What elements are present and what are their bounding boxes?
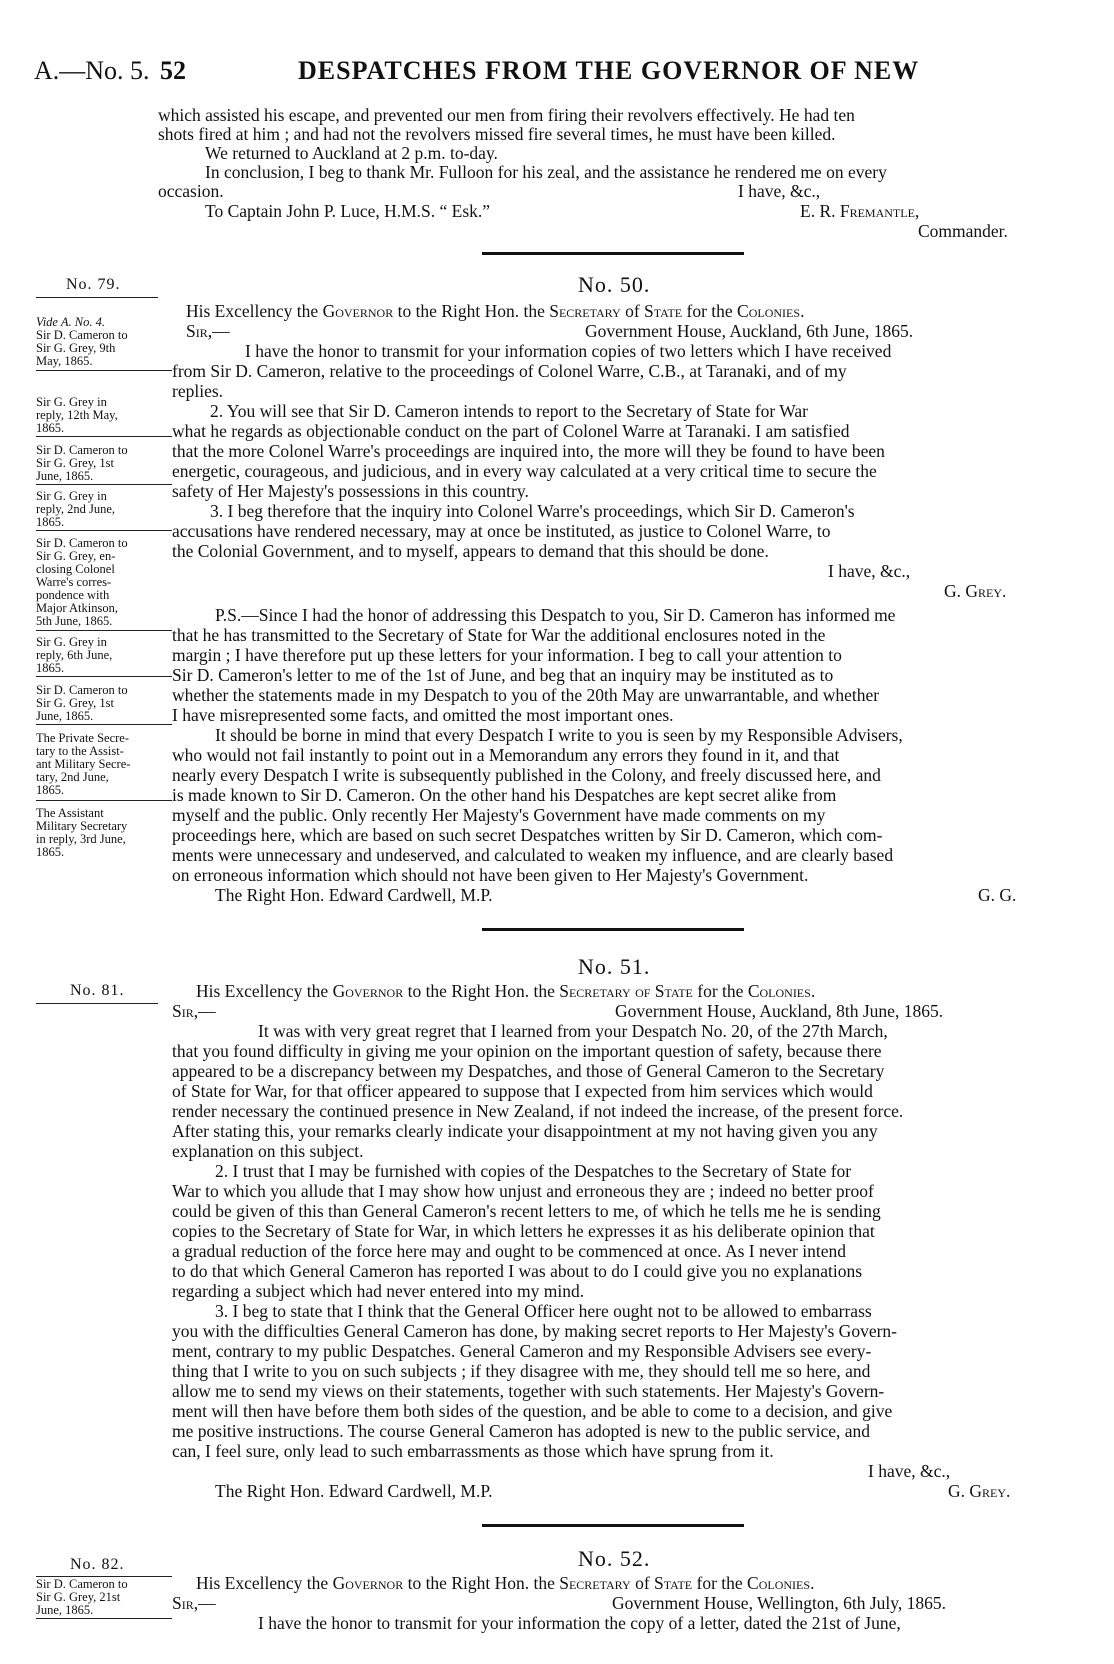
intro-line: shots fired at him ; and had not the revolvers missed fire several times, he must have been killed.: [158, 124, 836, 144]
margin-note: [36, 684, 128, 723]
body-line: thing that I write to you on such subjects ; if they disagree with me, they should tell me so here, and: [172, 1361, 871, 1381]
margin-note-line: Sir D. Cameron to: [36, 1577, 128, 1591]
margin-note-line: Sir G. Grey, 1st: [36, 696, 115, 710]
ps-line: who would not fail instantly to point out in a Memorandum any errors they found in it, and that: [172, 745, 840, 765]
body-line: War to which you allude that I may show how unjust and erroneous they are ; indeed no better proof: [172, 1181, 874, 1201]
margin-note-line: tary to the Assist-: [36, 744, 124, 758]
intro-line: We returned to Auckland at 2 p.m. to-day.: [205, 143, 498, 163]
body-line: 2. I trust that I may be furnished with copies of the Despatches to the Secretary of State for: [215, 1161, 852, 1181]
ps-line: on erroneous information which should not have been given to Her Majesty's Government.: [172, 865, 809, 885]
body-line: 3. I beg to state that I think that the General Officer here ought not to be allowed to embarrass: [215, 1301, 872, 1321]
margin-note: [36, 490, 115, 529]
body-line: that the more Colonel Warre's proceedings are inquired into, the more will they be found to have been: [172, 441, 885, 461]
ps-line: Sir D. Cameron's letter to me of the 1st of June, and beg that an inquiry may be instituted as to: [172, 665, 834, 685]
signature: G. Grey.: [944, 581, 1007, 601]
margin-note-line: 1865.: [36, 845, 65, 859]
body-line: 2. You will see that Sir D. Cameron intends to report to the Secretary of State for War: [210, 401, 809, 421]
margin-note-line: 1865.: [36, 783, 65, 797]
addressee: The Right Hon. Edward Cardwell, M.P.: [215, 885, 493, 905]
ps-line: margin ; I have therefore put up these letters for your information. I beg to call your attention to: [172, 645, 842, 665]
salutation: Sir,—: [172, 1593, 216, 1613]
margin-note-line: The Assistant: [36, 806, 104, 820]
margin-note-line: reply, 6th June,: [36, 648, 113, 662]
despatch-from-line: His Excellency the Governor to the Right Hon. the Secretary of State for the Colonies.: [196, 981, 816, 1001]
margin-note-line: Sir G. Grey in: [36, 635, 107, 649]
margin-note-line: Sir G. Grey, 1st: [36, 456, 115, 470]
margin-divider: [36, 370, 172, 371]
page-number: 52: [160, 56, 186, 85]
body-line: me positive instructions. The course General Cameron has adopted is new to the public service, and: [172, 1421, 871, 1441]
body-line: ment, contrary to my public Despatches. General Cameron and my Responsible Advisers see every-: [172, 1341, 872, 1361]
margin-divider: [36, 1576, 172, 1577]
body-line: After stating this, your remarks clearly indicate your disappointment at my not having given you any: [172, 1121, 878, 1141]
intro-line: which assisted his escape, and prevented our men from firing their revolvers effectively. He had ten: [158, 105, 855, 125]
margin-note-line: June, 1865.: [36, 709, 94, 723]
addressee: The Right Hon. Edward Cardwell, M.P.: [215, 1481, 493, 1501]
body-line: a gradual reduction of the force here may and ought to be commenced at once. As I never intend: [172, 1241, 846, 1261]
margin-note: [36, 444, 128, 483]
place-date: Government House, Auckland, 6th June, 1865.: [585, 321, 914, 341]
salutation: Sir,—: [172, 1001, 216, 1021]
margin-divider: [36, 800, 172, 801]
body-line: copies to the Secretary of State for War, in which letters he expresses it as his deliberate opinion that: [172, 1221, 875, 1241]
margin-note-line: reply, 12th May,: [36, 408, 118, 422]
body-line: explanation on this subject.: [172, 1141, 364, 1161]
margin-divider: [36, 297, 158, 298]
closing: I have, &c.,: [828, 561, 911, 581]
margin-note-line: 5th June, 1865.: [36, 614, 113, 628]
margin-note-line: tary, 2nd June,: [36, 770, 109, 784]
margin-divider: [36, 676, 172, 677]
margin-note-line: reply, 2nd June,: [36, 502, 116, 516]
intro-signature: E. R. Fremantle,: [800, 201, 920, 221]
body-line: the Colonial Government, and to myself, appears to demand that this should be done.: [172, 541, 769, 561]
margin-note-line: Military Secretary: [36, 819, 128, 833]
series-label: A.—No. 5.: [34, 56, 150, 85]
margin-divider: [36, 1003, 158, 1004]
section-divider: [482, 252, 744, 255]
margin-note: [36, 396, 118, 435]
margin-note-line: ant Military Secre-: [36, 757, 131, 771]
body-line: It was with very great regret that I learned from your Despatch No. 20, of the 27th March,: [258, 1021, 888, 1041]
margin-divider: [36, 530, 172, 531]
body-line: I have the honor to transmit for your information copies of two letters which I have received: [245, 341, 892, 361]
body-line: I have the honor to transmit for your information the copy of a letter, dated the 21st of June,: [258, 1613, 901, 1633]
despatch-number: No. 52.: [578, 1546, 651, 1571]
ps-line: whether the statements made in my Despatch to you of the 20th May are unwarrantable, and whether: [172, 685, 880, 705]
ps-signature: G. G.: [978, 885, 1017, 905]
place-date: Government House, Wellington, 6th July, 1865.: [612, 1593, 946, 1613]
margin-note-line: Sir G. Grey, 21st: [36, 1590, 121, 1604]
despatch-from-line: His Excellency the Governor to the Right Hon. the Secretary of State for the Colonies.: [186, 301, 805, 321]
margin-note-line: Sir D. Cameron to: [36, 328, 128, 342]
margin-note-line: Sir D. Cameron to: [36, 683, 128, 697]
ps-line: ments were unnecessary and undeserved, and calculated to weaken my influence, and are clearly based: [172, 845, 894, 865]
margin-note-line: June, 1865.: [36, 1603, 94, 1617]
margin-divider: [36, 1618, 172, 1619]
intro-closing: I have, &c.,: [738, 181, 821, 201]
margin-note-line: The Private Secre-: [36, 731, 130, 745]
body-line: can, I feel sure, only lead to such embarrassments as those which have sprung from it.: [172, 1441, 774, 1461]
margin-note: [36, 537, 128, 628]
body-line: what he regards as objectionable conduct on the part of Colonel Warre at Taranaki. I am satisfied: [172, 421, 850, 441]
body-line: that you found difficulty in giving me your opinion on the important question of safety, because there: [172, 1041, 882, 1061]
margin-note-line: 1865.: [36, 661, 65, 675]
margin-note-line: Warre's corres-: [36, 575, 112, 589]
place-date: Government House, Auckland, 8th June, 1865.: [615, 1001, 944, 1021]
closing: I have, &c.,: [868, 1461, 951, 1481]
body-line: ment will then have before them both sides of the question, and be able to come to a decision, and give: [172, 1401, 893, 1421]
body-line: render necessary the continued presence in New Zealand, if not indeed the increase, of the present force.: [172, 1101, 904, 1121]
margin-note-line: May, 1865.: [36, 354, 93, 368]
margin-divider: [36, 630, 172, 631]
body-line: 3. I beg therefore that the inquiry into Colonel Warre's proceedings, which Sir D. Cameron's: [210, 501, 855, 521]
margin-note: [36, 807, 127, 859]
margin-note-line: 1865.: [36, 515, 65, 529]
intro-line: In conclusion, I beg to thank Mr. Fulloon for his zeal, and the assistance he rendered me on every: [205, 162, 887, 182]
body-line: could be given of this than General Cameron's recent letters to me, of which he tells me he is sending: [172, 1201, 881, 1221]
ps-line: P.S.—Since I had the honor of addressing this Despatch to you, Sir D. Cameron has informed me: [215, 605, 896, 625]
ps-line: that he has transmitted to the Secretary of State for War the additional enclosures noted in the: [172, 625, 826, 645]
despatch-number: No. 50.: [578, 272, 651, 297]
despatch-number: No. 51.: [578, 954, 651, 979]
margin-note-line: Sir G. Grey in: [36, 395, 107, 409]
side-number: No. 79.: [66, 276, 121, 293]
page-title: DESPATCHES FROM THE GOVERNOR OF NEW: [298, 56, 920, 85]
margin-divider: [36, 484, 172, 485]
margin-note-line: Sir G. Grey in: [36, 489, 107, 503]
despatch-from-line: His Excellency the Governor to the Right Hon. the Secretary of State for the Colonies.: [196, 1573, 815, 1593]
margin-note-line: pondence with: [36, 588, 110, 602]
ps-line: myself and the public. Only recently Her Majesty's Government have made comments on my: [172, 805, 826, 825]
section-divider: [482, 928, 744, 931]
body-line: you with the difficulties General Cameron has done, by making secret reports to Her Majesty's Govern-: [172, 1321, 897, 1341]
ps-line: nearly every Despatch I write is subsequently published in the Colony, and freely discussed here, and: [172, 765, 881, 785]
section-divider: [482, 1524, 744, 1527]
side-number: No. 81.: [70, 982, 125, 999]
margin-note-line: Sir G. Grey, en-: [36, 549, 116, 563]
margin-note: [36, 636, 112, 675]
margin-note: [36, 732, 130, 797]
ps-line: is made known to Sir D. Cameron. On the other hand his Despatches are kept secret alike from: [172, 785, 837, 805]
salutation: Sir,—: [186, 321, 230, 341]
body-line: of State for War, for that officer appeared to suppose that I expected from him services which would: [172, 1081, 873, 1101]
intro-rank: Commander.: [918, 221, 1008, 241]
body-line: accusations have rendered necessary, may at once be instituted, as justice to Colonel Warre, to: [172, 521, 831, 541]
intro-line: occasion.: [158, 181, 224, 201]
signature: G. Grey.: [948, 1481, 1011, 1501]
margin-note-line: Sir G. Grey, 9th: [36, 341, 116, 355]
body-line: from Sir D. Cameron, relative to the proceedings of Colonel Warre, C.B., at Taranaki, and of my: [172, 361, 847, 381]
margin-divider: [36, 724, 172, 725]
body-line: safety of Her Majesty's possessions in this country.: [172, 481, 529, 501]
margin-note-line: Vide A. No. 4.: [36, 315, 105, 329]
body-line: allow me to send my views on their statements, together with such statements. Her Majesty's Govern-: [172, 1381, 885, 1401]
ps-line: proceedings here, which are based on such secret Despatches written by Sir D. Cameron, which com-: [172, 825, 883, 845]
body-line: appeared to be a discrepancy between my Despatches, and those of General Cameron to the Secretary: [172, 1061, 885, 1081]
body-line: replies.: [172, 381, 224, 401]
body-line: regarding a subject which had never entered into my mind.: [172, 1281, 585, 1301]
margin-note: [36, 316, 128, 368]
margin-note: [36, 1578, 128, 1617]
margin-note-line: Sir D. Cameron to: [36, 443, 128, 457]
margin-note-line: June, 1865.: [36, 469, 94, 483]
side-number: No. 82.: [70, 1556, 125, 1573]
body-line: energetic, courageous, and judicious, and in every way calculated at a very critical time to secure the: [172, 461, 877, 481]
ps-line: It should be borne in mind that every Despatch I write to you is seen by my Responsible Advisers,: [215, 725, 903, 745]
margin-note-line: Sir D. Cameron to: [36, 536, 128, 550]
margin-divider: [36, 436, 172, 437]
margin-note-line: closing Colonel: [36, 562, 115, 576]
intro-addressee: To Captain John P. Luce, H.M.S. “ Esk.”: [205, 201, 491, 221]
body-line: to do that which General Cameron has reported I was about to do I could give you no explanations: [172, 1261, 863, 1281]
margin-note-line: in reply, 3rd June,: [36, 832, 126, 846]
margin-note-line: 1865.: [36, 421, 65, 435]
margin-note-line: Major Atkinson,: [36, 601, 118, 615]
ps-line: I have misrepresented some facts, and omitted the most important ones.: [172, 705, 674, 725]
